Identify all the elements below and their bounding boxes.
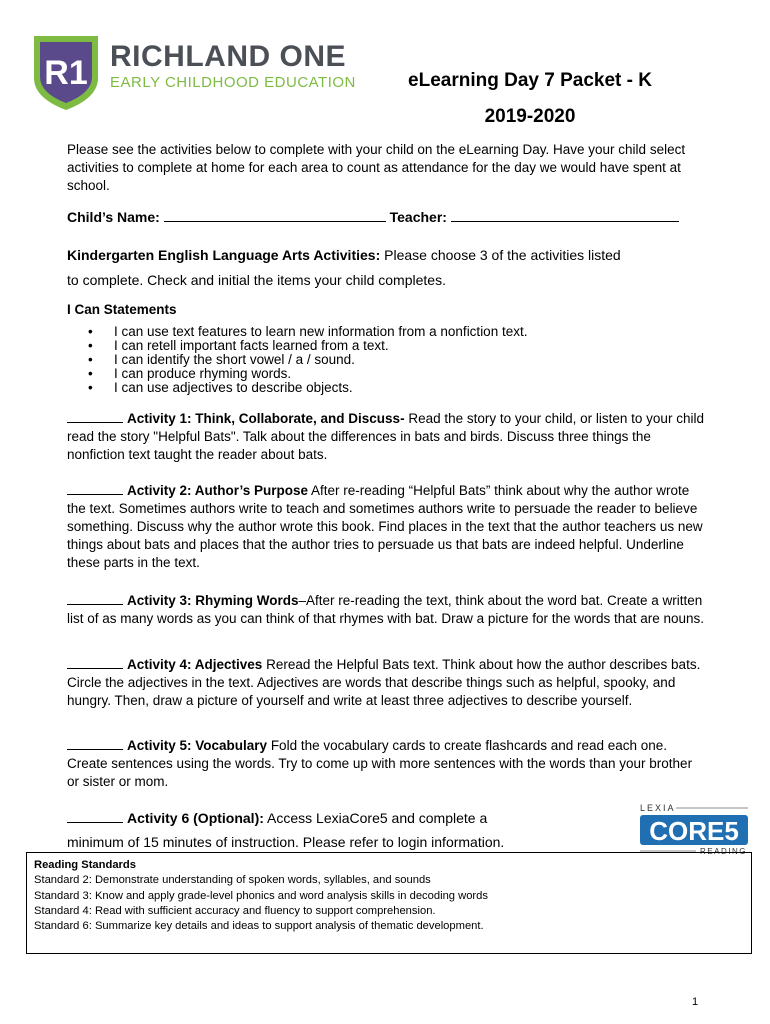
- list-item: • I can use adjectives to describe objects.: [88, 381, 527, 395]
- ela-heading: Kindergarten English Language Arts Activities:: [67, 247, 381, 263]
- ela-instructions: [67, 246, 707, 264]
- standard-item: Standard 2: Demonstrate understanding of spoken words, syllables, and sounds: [34, 874, 431, 887]
- reading-standards-heading: Reading Standards: [34, 859, 136, 871]
- activity-3-check-blank[interactable]: [67, 592, 123, 605]
- i-can-heading: I Can Statements: [67, 302, 177, 317]
- list-item: • I can identify the short vowel / a / sound.: [88, 353, 527, 367]
- i-can-list: [88, 325, 527, 395]
- activity-4-title: Activity 4: Adjectives: [127, 657, 263, 672]
- logo-subtitle: EARLY CHILDHOOD EDUCATION: [110, 74, 356, 91]
- lexia-top-text: LEXIA: [640, 803, 676, 813]
- activity-5-check-blank[interactable]: [67, 737, 123, 750]
- child-name-label: Child’s Name:: [67, 209, 160, 225]
- lexia-main-text: CORE5: [649, 816, 739, 846]
- activity-1: [67, 410, 707, 464]
- activity-3: [67, 592, 707, 628]
- activity-4: [67, 656, 707, 710]
- logo-name: RICHLAND ONE: [110, 40, 346, 73]
- activity-2-title: Activity 2: Author’s Purpose: [127, 483, 309, 498]
- packet-title: eLearning Day 7 Packet - K: [408, 70, 652, 91]
- standard-item: Standard 6: Summarize key details and ideas to support analysis of thematic development.: [34, 920, 484, 933]
- list-item: • I can retell important facts learned from a text.: [88, 339, 527, 353]
- activity-1-text: Read the story to your child, or listen to your child read the story "Helpful Bats". Talk about the differences in bats and birds. Discuss three things the nonfiction text taught the reader about bats.: [67, 411, 704, 462]
- activity-5-text: Fold the vocabulary cards to create flashcards and read each one. Create sentences using the words. Try to come up with more sentences with the words than your brother or sister or mom.: [67, 738, 693, 789]
- page-number: 1: [692, 996, 699, 1008]
- ela-text-2: to complete. Check and initial the items your child completes.: [67, 272, 446, 288]
- activity-6: [67, 806, 537, 854]
- activity-4-check-blank[interactable]: [67, 656, 123, 669]
- lexia-bottom-text: READING: [700, 847, 747, 855]
- activity-6-check-blank[interactable]: [67, 810, 123, 823]
- teacher-blank[interactable]: [451, 209, 679, 222]
- logo-mark-text: R1: [44, 54, 88, 92]
- lexia-core5-logo-icon: [638, 801, 750, 855]
- activity-2-check-blank[interactable]: [67, 482, 123, 495]
- reading-standards-box: [26, 852, 752, 954]
- intro-paragraph: Please see the activities below to complete with your child on the eLearning Day. Have your child select activities to complete at home for each area to count as attendance for the day we would have spent at school.: [67, 142, 686, 193]
- school-year: 2019-2020: [484, 106, 576, 127]
- list-item: • I can produce rhyming words.: [88, 367, 527, 381]
- list-item: • I can use text features to learn new information from a nonfiction text.: [88, 325, 527, 339]
- teacher-label: Teacher:: [389, 209, 447, 225]
- activity-5-title: Activity 5: Vocabulary: [127, 738, 268, 753]
- activity-2: [67, 482, 707, 572]
- activity-4-text: Reread the Helpful Bats text. Think about how the author describes bats. Circle the adjectives in the text. Adjectives are words that describe things such as helpful, spooky, and hungry. Then, draw a picture of yourself and write at least three adjectives to describe yourself.: [67, 657, 701, 708]
- standard-item: Standard 4: Read with sufficient accuracy and fluency to support comprehension.: [34, 904, 436, 917]
- activity-6-title: Activity 6 (Optional):: [127, 810, 264, 826]
- child-name-blank[interactable]: [164, 209, 386, 222]
- activity-2-text: After re-reading “Helpful Bats” think about why the author wrote the text. Sometimes authors write to teach and sometimes authors write to persuade the reader to believe something. Discuss why the author wrote this book. Find places in the text that the author teachers us new things about bats and places that the author tries to persuade us that bats are indeed helpful. Underline these parts in the text.: [67, 483, 703, 570]
- lexia-core5-logo: [638, 801, 750, 855]
- standard-item: Standard 3: Know and apply grade-level phonics and word analysis skills in decoding words: [34, 889, 488, 902]
- activity-5: [67, 737, 707, 791]
- ela-text-1: Please choose 3 of the activities listed: [384, 247, 621, 263]
- activity-1-title: Activity 1: Think, Collaborate, and Discuss-: [127, 411, 405, 426]
- richland-one-logo: [30, 28, 356, 128]
- r1-shield-icon: [30, 32, 102, 112]
- name-teacher-line: [67, 208, 707, 226]
- activity-6-text: Access LexiaCore5 and complete a minimum of 15 minutes of instruction. Please refer to login information.: [67, 810, 505, 850]
- activity-3-text: –After re-reading the text, think about the word bat. Create a written list of as many words as you can think of that rhymes with bat. Draw a picture for the words that are nouns.: [67, 593, 705, 626]
- activity-1-check-blank[interactable]: [67, 410, 123, 423]
- activity-3-title: Activity 3: Rhyming Words: [127, 593, 299, 608]
